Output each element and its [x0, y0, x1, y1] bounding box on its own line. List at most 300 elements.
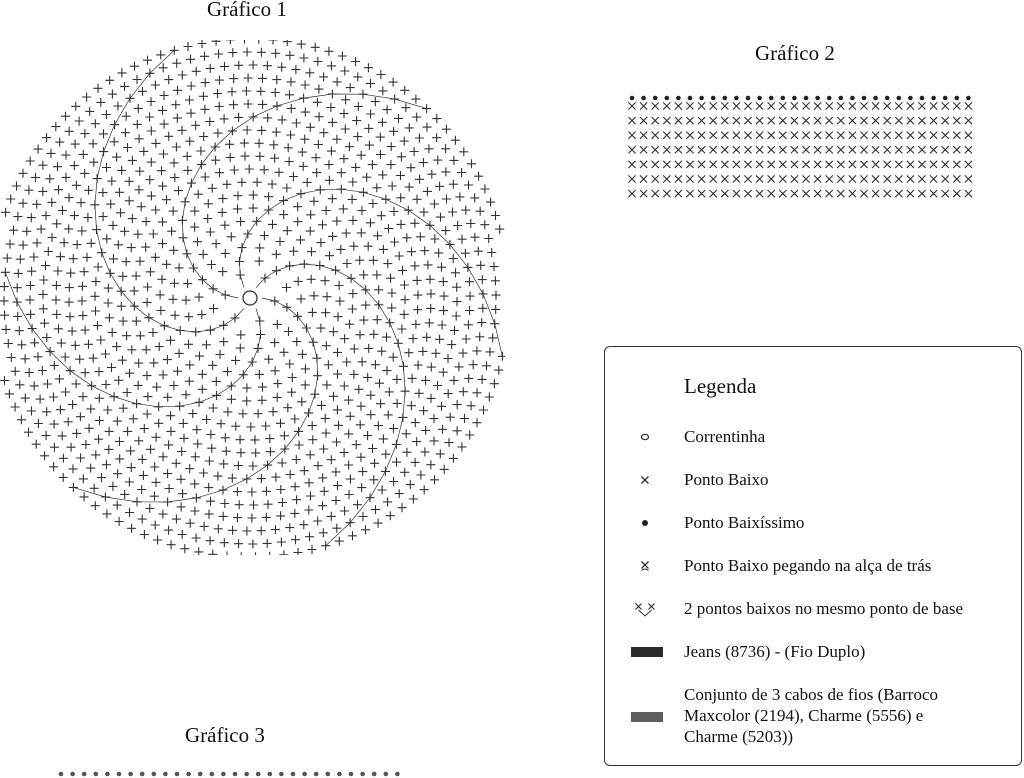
single-crochet-stitch — [457, 168, 466, 177]
single-crochet-stitch — [173, 114, 182, 123]
single-crochet-stitch — [21, 394, 30, 403]
single-crochet-stitch — [164, 75, 173, 84]
single-crochet-stitch — [448, 208, 457, 217]
single-crochet-stitch — [48, 233, 57, 242]
single-crochet-stitch — [212, 377, 221, 386]
single-crochet-stitch — [400, 137, 409, 146]
single-crochet-stitch — [446, 413, 455, 422]
back-loop-stitch — [884, 117, 891, 124]
single-crochet-stitch — [339, 154, 348, 163]
back-loop-stitch — [698, 132, 705, 139]
single-crochet-stitch — [149, 229, 158, 238]
back-loop-stitch — [930, 117, 937, 124]
single-crochet-stitch — [122, 112, 131, 121]
single-crochet-stitch — [219, 337, 228, 346]
single-crochet-stitch — [289, 247, 298, 256]
slip-stitch — [931, 96, 936, 101]
legend-label-line: Charme (5203)) — [684, 727, 794, 746]
single-crochet-stitch — [61, 353, 70, 362]
single-crochet-stitch — [474, 172, 483, 181]
single-crochet-stitch — [328, 118, 337, 127]
single-crochet-stitch — [80, 492, 89, 501]
single-crochet-stitch — [273, 320, 282, 329]
single-crochet-stitch — [265, 434, 274, 443]
back-loop-stitch — [652, 175, 659, 182]
single-crochet-stitch — [425, 318, 434, 327]
single-crochet-stitch — [130, 286, 139, 295]
slip-stitch — [395, 772, 400, 777]
single-crochet-stitch — [219, 459, 228, 468]
back-loop-stitch — [686, 146, 693, 153]
single-crochet-stitch — [227, 87, 236, 96]
single-crochet-stitch — [231, 356, 240, 365]
single-crochet-stitch — [327, 455, 336, 464]
single-crochet-stitch — [170, 279, 179, 288]
single-crochet-stitch — [397, 325, 406, 334]
chart-2-title: Gráfico 2 — [755, 41, 835, 65]
single-crochet-stitch — [188, 409, 197, 418]
single-crochet-stitch — [117, 302, 126, 311]
single-crochet-stitch — [430, 414, 439, 423]
back-loop-stitch — [779, 190, 786, 197]
single-crochet-stitch — [413, 291, 422, 300]
single-crochet-stitch — [175, 349, 184, 358]
back-loop-stitch — [663, 117, 670, 124]
single-crochet-stitch — [340, 334, 349, 343]
single-crochet-stitch — [271, 473, 280, 482]
single-crochet-stitch — [176, 475, 185, 484]
single-crochet-stitch — [60, 238, 69, 247]
single-crochet-stitch — [321, 414, 330, 423]
single-crochet-stitch — [102, 234, 111, 243]
single-crochet-stitch — [197, 310, 206, 319]
single-crochet-stitch — [50, 443, 59, 452]
single-crochet-stitch — [257, 526, 266, 535]
back-loop-stitch — [686, 132, 693, 139]
legend-label: Ponto Baixo pegando na alça de trás — [684, 556, 932, 575]
back-loop-stitch — [907, 161, 914, 168]
back-loop-stitch — [953, 102, 960, 109]
single-crochet-stitch — [285, 51, 294, 60]
single-crochet-stitch — [485, 393, 494, 402]
single-crochet-stitch — [123, 388, 132, 397]
single-crochet-stitch — [58, 206, 67, 215]
single-crochet-stitch — [62, 173, 71, 182]
single-crochet-stitch — [325, 176, 334, 185]
single-crochet-stitch — [138, 455, 147, 464]
back-loop-stitch — [953, 132, 960, 139]
single-crochet-stitch — [273, 379, 282, 388]
single-crochet-stitch — [125, 196, 134, 205]
single-crochet-stitch — [344, 396, 353, 405]
single-crochet-stitch — [102, 163, 111, 172]
single-crochet-stitch — [421, 376, 430, 385]
single-crochet-stitch — [127, 345, 136, 354]
single-crochet-stitch — [155, 342, 164, 351]
single-crochet-stitch — [322, 206, 331, 215]
single-crochet-stitch — [396, 193, 405, 202]
single-crochet-stitch — [4, 339, 13, 348]
single-crochet-stitch — [333, 348, 342, 357]
single-crochet-stitch — [255, 370, 264, 379]
single-crochet-stitch — [278, 115, 287, 124]
single-crochet-stitch — [449, 156, 458, 165]
single-crochet-stitch — [333, 481, 342, 490]
single-crochet-stitch — [43, 379, 52, 388]
single-crochet-stitch — [146, 267, 155, 276]
single-crochet-stitch — [91, 277, 100, 286]
single-crochet-stitch — [66, 269, 75, 278]
single-crochet-stitch — [195, 293, 204, 302]
single-crochet-stitch — [158, 106, 167, 115]
single-crochet-stitch — [383, 497, 392, 506]
single-crochet-stitch — [349, 242, 358, 251]
single-crochet-stitch — [234, 113, 243, 122]
single-crochet-stitch — [332, 524, 341, 533]
single-crochet-stitch — [294, 548, 303, 555]
single-crochet-stitch — [432, 133, 441, 142]
single-crochet-stitch — [190, 207, 199, 216]
single-crochet-stitch — [490, 262, 499, 271]
single-crochet-stitch — [270, 154, 279, 163]
back-loop-stitch — [663, 102, 670, 109]
slip-stitch — [653, 96, 658, 101]
increase-lines — [5, 50, 502, 545]
single-crochet-stitch — [61, 151, 70, 160]
back-loop-stitch — [837, 190, 844, 197]
single-crochet-stitch — [136, 331, 145, 340]
single-crochet-stitch — [480, 220, 489, 229]
single-crochet-stitch — [432, 114, 441, 123]
legend-label: Ponto Baixíssimo — [684, 513, 805, 532]
single-crochet-stitch — [357, 228, 366, 237]
single-crochet-stitch — [407, 401, 416, 410]
single-crochet-stitch — [172, 515, 181, 524]
single-crochet-stitch — [86, 464, 95, 473]
single-crochet-stitch — [333, 77, 342, 86]
single-crochet-stitch — [389, 353, 398, 362]
single-crochet-stitch — [185, 360, 194, 369]
slip-stitch — [757, 96, 762, 101]
single-crochet-stitch — [348, 178, 357, 187]
single-crochet-stitch — [226, 40, 235, 44]
back-loop-stitch — [918, 190, 925, 197]
single-crochet-stitch — [90, 484, 99, 493]
single-crochet-stitch — [226, 153, 235, 162]
single-crochet-stitch — [334, 421, 343, 430]
single-crochet-stitch — [115, 188, 124, 197]
single-crochet-stitch — [473, 418, 482, 427]
single-crochet-stitch — [122, 331, 131, 340]
single-crochet-stitch — [145, 175, 154, 184]
back-loop-stitch — [942, 146, 949, 153]
single-crochet-stitch — [286, 470, 295, 479]
single-crochet-stitch — [39, 275, 48, 284]
single-crochet-stitch — [322, 341, 331, 350]
single-crochet-stitch — [395, 489, 404, 498]
single-crochet-stitch — [57, 339, 66, 348]
single-crochet-stitch — [169, 381, 178, 390]
back-loop-stitch — [640, 117, 647, 124]
single-crochet-stitch — [334, 312, 343, 321]
single-crochet-stitch — [221, 249, 230, 258]
single-crochet-stitch — [134, 436, 143, 445]
single-crochet-stitch — [183, 279, 192, 288]
single-crochet-stitch — [70, 211, 79, 220]
single-crochet-stitch — [204, 199, 213, 208]
back-loop-stitch — [930, 132, 937, 139]
back-loop-stitch — [721, 190, 728, 197]
single-crochet-stitch — [372, 183, 381, 192]
single-crochet-stitch — [443, 354, 452, 363]
single-crochet-stitch — [225, 140, 234, 149]
single-crochet-stitch — [218, 194, 227, 203]
single-crochet-stitch — [265, 552, 274, 555]
single-crochet-stitch — [99, 212, 108, 221]
single-crochet-stitch — [287, 104, 296, 113]
back-loop-stitch — [744, 132, 751, 139]
slip-stitch — [827, 96, 832, 101]
single-crochet-stitch — [324, 360, 333, 369]
single-crochet-stitch — [313, 516, 322, 525]
single-crochet-stitch — [228, 474, 237, 483]
single-crochet-stitch — [220, 221, 229, 230]
single-crochet-stitch — [384, 224, 393, 233]
single-crochet-stitch — [460, 414, 469, 423]
back-loop-stitch — [733, 102, 740, 109]
slip-stitch — [244, 772, 249, 777]
single-crochet-stitch — [40, 451, 49, 460]
single-crochet-stitch — [387, 289, 396, 298]
back-loop-stitch — [628, 175, 635, 182]
single-crochet-stitch — [146, 445, 155, 454]
single-crochet-stitch — [93, 84, 102, 93]
back-loop-stitch — [640, 190, 647, 197]
single-crochet-stitch — [340, 109, 349, 118]
single-crochet-stitch — [405, 123, 414, 132]
single-crochet-stitch — [180, 544, 189, 553]
single-crochet-stitch — [295, 441, 304, 450]
single-crochet-stitch — [52, 295, 61, 304]
single-crochet-stitch — [200, 105, 209, 114]
single-crochet-stitch — [55, 138, 64, 147]
slip-stitch — [268, 772, 273, 777]
single-crochet-stitch — [200, 52, 209, 61]
single-crochet-stitch — [31, 173, 40, 182]
back-loop-stitch — [895, 132, 902, 139]
single-crochet-stitch — [382, 366, 391, 375]
single-crochet-stitch — [243, 126, 252, 135]
back-loop-stitch — [814, 175, 821, 182]
single-crochet-stitch — [305, 68, 314, 77]
single-crochet-stitch — [206, 497, 215, 506]
single-crochet-stitch — [325, 160, 334, 169]
single-crochet-stitch — [143, 283, 152, 292]
single-crochet-stitch — [472, 346, 481, 355]
increase-spiral-line — [240, 189, 503, 356]
single-crochet-stitch — [374, 285, 383, 294]
single-crochet-stitch — [264, 192, 273, 201]
single-crochet-stitch — [165, 484, 174, 493]
single-crochet-stitch — [462, 335, 471, 344]
single-crochet-stitch — [14, 269, 23, 278]
single-crochet-stitch — [397, 152, 406, 161]
back-loop-stitch — [640, 146, 647, 153]
back-loop-stitch — [895, 175, 902, 182]
single-crochet-stitch — [118, 356, 127, 365]
single-crochet-stitch — [351, 163, 360, 172]
single-crochet-stitch — [303, 178, 312, 187]
back-loop-stitch — [640, 175, 647, 182]
single-crochet-stitch — [363, 431, 372, 440]
single-crochet-stitch — [115, 437, 124, 446]
single-crochet-stitch — [72, 379, 81, 388]
single-crochet-stitch — [187, 82, 196, 91]
single-crochet-stitch — [316, 324, 325, 333]
single-crochet-stitch — [91, 501, 100, 510]
single-crochet-stitch — [386, 274, 395, 283]
single-crochet-stitch — [233, 191, 242, 200]
single-crochet-stitch — [440, 292, 449, 301]
single-crochet-stitch — [377, 347, 386, 356]
single-crochet-stitch — [192, 425, 201, 434]
single-crochet-stitch — [293, 217, 302, 226]
single-crochet-stitch — [461, 249, 470, 258]
back-loop-stitch — [710, 117, 717, 124]
single-crochet-stitch — [421, 426, 430, 435]
single-crochet-stitch — [411, 458, 420, 467]
single-crochet-stitch — [379, 245, 388, 254]
single-crochet-stitch — [75, 117, 84, 126]
single-crochet-stitch — [491, 211, 500, 220]
single-crochet-stitch — [296, 235, 305, 244]
single-crochet-stitch — [346, 83, 355, 92]
back-loop-stitch — [628, 102, 635, 109]
back-loop-stitch — [686, 175, 693, 182]
back-loop-stitch — [884, 102, 891, 109]
single-crochet-stitch — [96, 336, 105, 345]
single-crochet-stitch — [262, 513, 271, 522]
single-crochet-stitch — [83, 253, 92, 262]
single-crochet-stitch — [389, 78, 398, 87]
back-loop-stitch — [965, 102, 972, 109]
single-crochet-stitch — [104, 284, 113, 293]
single-crochet-stitch — [466, 219, 475, 228]
single-crochet-stitch — [209, 404, 218, 413]
single-crochet-stitch — [78, 311, 87, 320]
single-crochet-stitch — [409, 334, 418, 343]
single-crochet-stitch — [450, 326, 459, 335]
single-crochet-stitch — [172, 59, 181, 68]
back-loop-stitch — [872, 161, 879, 168]
single-crochet-stitch — [50, 420, 59, 429]
single-crochet-stitch — [435, 182, 444, 191]
single-crochet-stitch — [125, 369, 134, 378]
single-crochet-stitch — [251, 448, 260, 457]
slip-stitch — [256, 772, 261, 777]
single-crochet-stitch — [254, 409, 263, 418]
single-crochet-stitch — [173, 86, 182, 95]
single-crochet-stitch — [108, 482, 117, 491]
single-crochet-stitch — [371, 505, 380, 514]
single-crochet-stitch — [459, 387, 468, 396]
single-crochet-stitch — [223, 367, 232, 376]
single-crochet-stitch — [78, 296, 87, 305]
back-loop-stitch — [872, 132, 879, 139]
single-crochet-stitch — [206, 64, 215, 73]
single-crochet-stitch — [255, 139, 264, 148]
single-crochet-stitch — [147, 158, 156, 167]
single-crochet-stitch — [32, 200, 41, 209]
back-loop-stitch — [721, 117, 728, 124]
back-loop-stitch — [652, 161, 659, 168]
single-crochet-stitch — [184, 340, 193, 349]
single-crochet-stitch — [292, 495, 301, 504]
single-crochet-stitch — [27, 267, 36, 276]
single-crochet-stitch — [268, 180, 277, 189]
single-crochet-stitch — [15, 326, 24, 335]
back-loop-stitch — [907, 102, 914, 109]
single-crochet-stitch — [81, 368, 90, 377]
single-crochet-stitch — [89, 139, 98, 148]
single-crochet-stitch — [473, 388, 482, 397]
single-crochet-stitch — [194, 547, 203, 555]
single-crochet-stitch — [348, 289, 357, 298]
back-loop-stitch — [756, 190, 763, 197]
back-loop-stitch — [663, 161, 670, 168]
back-loop-stitch — [837, 102, 844, 109]
single-crochet-stitch — [41, 261, 50, 270]
single-crochet-stitch — [159, 370, 168, 379]
single-crochet-stitch — [108, 90, 117, 99]
single-crochet-stitch — [143, 56, 152, 65]
single-crochet-stitch — [178, 71, 187, 80]
single-crochet-stitch — [356, 453, 365, 462]
single-crochet-stitch — [294, 277, 303, 286]
single-crochet-stitch — [376, 133, 385, 142]
single-crochet-stitch — [134, 104, 143, 113]
chart-1-title: Gráfico 1 — [207, 0, 287, 21]
single-crochet-stitch — [308, 308, 317, 317]
single-crochet-stitch — [116, 208, 125, 217]
back-loop-stitch — [942, 161, 949, 168]
single-crochet-stitch — [83, 213, 92, 222]
back-loop-stitch — [698, 161, 705, 168]
slip-stitch — [70, 772, 75, 777]
increase-spiral-line — [256, 264, 405, 546]
single-crochet-stitch — [237, 178, 246, 187]
single-crochet-stitch — [430, 234, 439, 243]
single-crochet-stitch — [115, 517, 124, 526]
single-crochet-stitch — [145, 504, 154, 513]
single-crochet-stitch — [236, 330, 245, 339]
slip-stitch — [873, 96, 878, 101]
single-crochet-stitch — [427, 170, 436, 179]
single-crochet-stitch — [361, 525, 370, 534]
single-crochet-stitch — [466, 292, 475, 301]
single-crochet-stitch — [353, 500, 362, 509]
single-crochet-stitch — [198, 40, 207, 48]
slip-stitch — [641, 96, 646, 101]
single-crochet-stitch — [389, 477, 398, 486]
single-crochet-stitch — [201, 78, 210, 87]
single-crochet-stitch — [79, 474, 88, 483]
single-crochet-stitch — [355, 256, 364, 265]
single-crochet-stitch — [342, 229, 351, 238]
single-crochet-stitch — [80, 267, 89, 276]
single-crochet-stitch — [378, 170, 387, 179]
single-crochet-stitch — [118, 272, 127, 281]
